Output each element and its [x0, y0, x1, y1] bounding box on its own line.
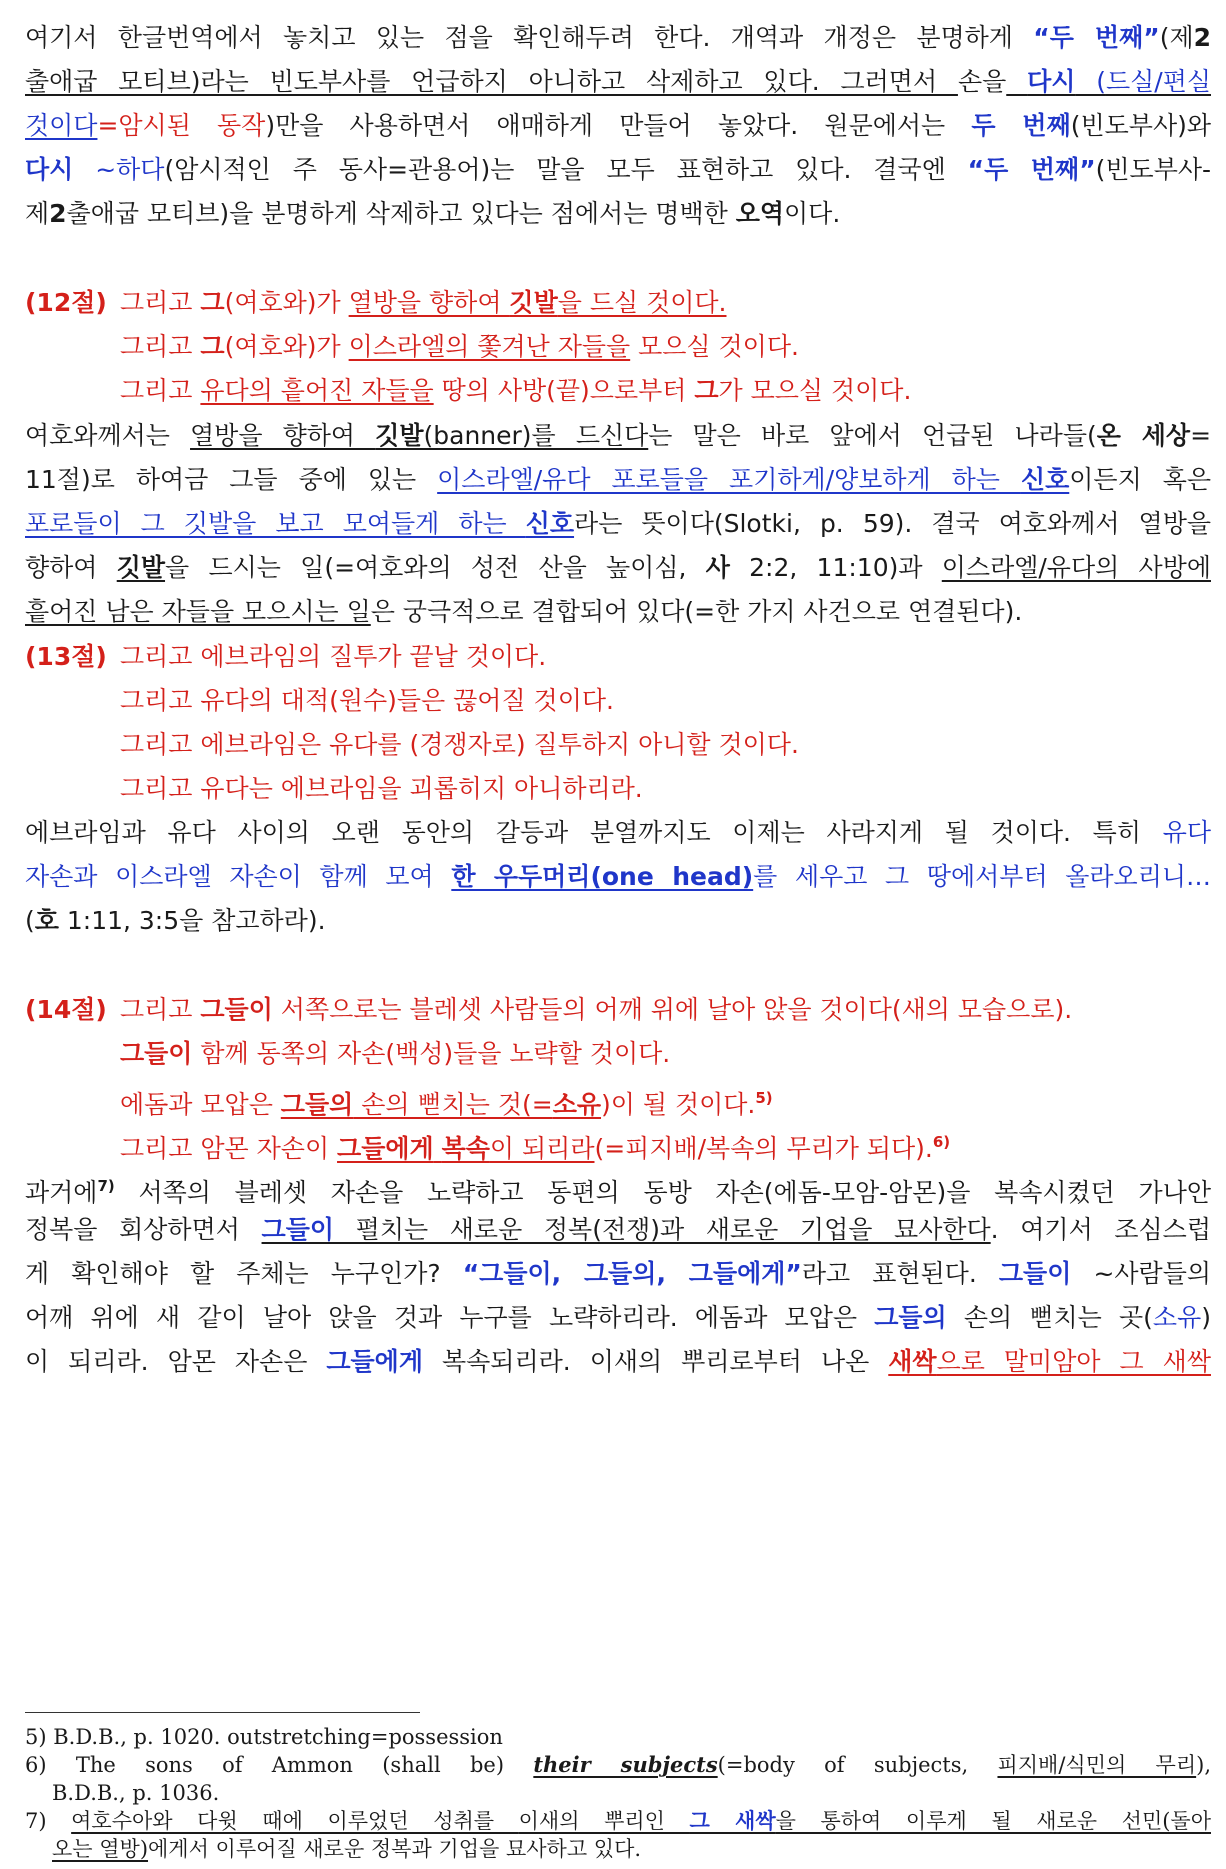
- verse14-line3: 에돔과 모압은 그들의 손의 뻗치는 것(=소유)이 될 것이다.$^{5)}$: [120, 1089, 773, 1119]
- footnote-5: 5) B.D.B., p. 1020. outstretching=possession: [25, 1725, 503, 1749]
- verse13-line3: 그리고 에브라임은 유다를 (경쟁자로) 질투하지 아니할 것이다.: [120, 730, 799, 759]
- para4-line4: 어깨 위에 새 같이 날아 앉을 것과 누구를 노략하리라. 에돔과 모압은 그들의 손의 뻗치는 곳(소유): [25, 1303, 1211, 1332]
- verse12-line2: 그리고 그(여호와)가 이스라엘의 쫓겨난 자들을 모으실 것이다.: [120, 332, 799, 361]
- verse12-line3: 그리고 유다의 흩어진 자들을 땅의 사방(끝)으로부터 그가 모으실 것이다.: [120, 376, 912, 405]
- para1-line2: 출애굽 모티브)라는 빈도부사를 언급하지 아니하고 삭제하고 있다. 그러면서 손을 다시 (드실/편실: [25, 67, 1211, 96]
- verse14-line1: (14절) 그리고 그들이 서쪽으로는 블레셋 사람들의 어깨 위에 날아 앉을 것이다(새의 모습으로).: [25, 992, 1211, 1028]
- para2-line3: 포로들이 그 깃발을 보고 모여들게 하는 신호라는 뜻이다(Slotki, p. 59). 결국 여호와께서 열방을: [25, 509, 1211, 538]
- footnote-divider: [25, 1712, 420, 1713]
- para4-line1: 과거에$^{7)}$ 서쪽의 블레셋 자손을 노략하고 동편의 동방 자손(에돔-모암-암몬)을 복속시켰던 가나안: [25, 1177, 1211, 1207]
- para2-line1: 여호와께서는 열방을 향하여 깃발(banner)를 드신다는 말은 바로 앞에서 언급된 나라들(온 세상=: [25, 421, 1211, 450]
- para1-line5: 제2출애굽 모티브)을 분명하게 삭제하고 있다는 점에서는 명백한 오역이다.: [25, 199, 841, 228]
- para2-line5: 흩어진 남은 자들을 모으시는 일은 궁극적으로 결합되어 있다(=한 가지 사건으로 연결된다).: [25, 597, 1023, 626]
- para2-line2: 11절)로 하여금 그들 중에 있는 이스라엘/유다 포로들을 포기하게/양보하게 하는 신호이든지 혹은: [25, 465, 1211, 494]
- verse14-line2: 그들이 함께 동쪽의 자손(백성)들을 노략할 것이다.: [120, 1039, 671, 1068]
- para1-line1: 여기서 한글번역에서 놓치고 있는 점을 확인해두려 한다. 개역과 개정은 분명하게 “두 번째”(제2: [25, 23, 1211, 52]
- para4-line3: 게 확인해야 할 주체는 누구인가? “그들이, 그들의, 그들에게”라고 표현된다. 그들이 ~사람들의: [25, 1259, 1211, 1288]
- para4-line5: 이 되리라. 암몬 자손은 그들에게 복속되리라. 이새의 뿌리로부터 나온 새싹으로 말미암아 그 새싹: [25, 1347, 1211, 1376]
- footnote-7-cont: 오는 열방)에게서 이루어질 새로운 정복과 기업을 묘사하고 있다.: [52, 1837, 642, 1861]
- para1-line3: 것이다=암시된 동작)만을 사용하면서 애매하게 만들어 놓았다. 원문에서는 두 번째(빈도부사)와: [25, 111, 1211, 140]
- verse-label: (12절): [25, 288, 107, 317]
- footnote-7: 7) 여호수아와 다윗 때에 이루었던 성취를 이새의 뿌리인 그 새싹을 통하여 이루게 될 새로운 선민(돌아: [25, 1808, 1211, 1833]
- para3-line3: (호 1:11, 3:5을 참고하라).: [25, 906, 326, 935]
- verse13-line1: (13절) 그리고 에브라임의 질투가 끝날 것이다.: [25, 639, 1211, 675]
- footnote-6-cont: B.D.B., p. 1036.: [52, 1781, 220, 1805]
- para3-line1: 에브라임과 유다 사이의 오랜 동안의 갈등과 분열까지도 이제는 사라지게 될 것이다. 특히 유다: [25, 818, 1211, 847]
- verse12-line1: (12절) 그리고 그(여호와)가 열방을 향하여 깃발을 드실 것이다.: [25, 285, 1211, 321]
- verse-label: (14절): [25, 995, 107, 1024]
- para1-line4: 다시 ~하다(암시적인 주 동사=관용어)는 말을 모두 표현하고 있다. 결국엔 “두 번째”(빈도부사-: [25, 155, 1211, 184]
- verse14-line4: 그리고 암몬 자손이 그들에게 복속이 되리라(=피지배/복속의 무리가 되다).$^{6)}$: [120, 1133, 951, 1163]
- verse-label: (13절): [25, 642, 107, 671]
- verse13-line2: 그리고 유다의 대적(원수)들은 끊어질 것이다.: [120, 686, 614, 715]
- para2-line4: 향하여 깃발을 드시는 일(=여호와의 성전 산을 높이심, 사 2:2, 11:10)과 이스라엘/유다의 사방에: [25, 553, 1211, 582]
- footnote-6: 6) The sons of Ammon (shall be) their subjects(=body of subjects, 피지배/식민의 무리),: [25, 1752, 1211, 1777]
- para4-line2: 정복을 회상하면서 그들이 펼치는 새로운 정복(전쟁)과 새로운 기업을 묘사한다. 여기서 조심스럽: [25, 1215, 1211, 1244]
- verse13-line4: 그리고 유다는 에브라임을 괴롭히지 아니하리라.: [120, 774, 643, 803]
- para3-line2: 자손과 이스라엘 자손이 함께 모여 한 우두머리(one head)를 세우고 그 땅에서부터 올라오리니…: [25, 862, 1211, 891]
